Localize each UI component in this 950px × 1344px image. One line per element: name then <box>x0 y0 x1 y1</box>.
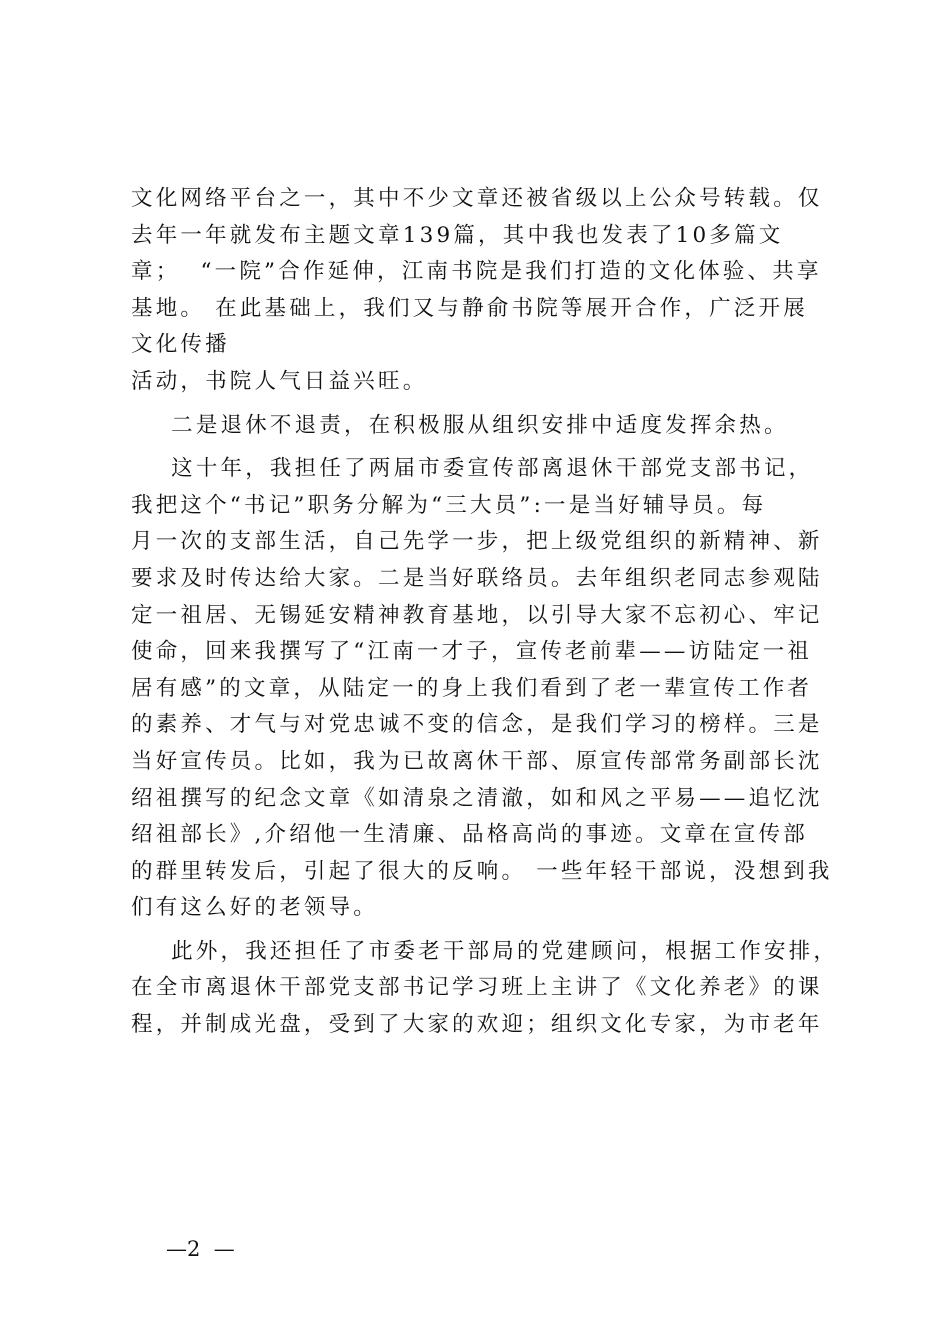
text-line: 的群里转发后，引起了很大的反响。 一些年轻干部说，没想到我 <box>131 858 833 884</box>
text-line: 此外，我还担任了市委老干部局的党建顾问，根据工作安排， <box>131 938 839 964</box>
text-line: 二是退休不退责，在积极服从组织安排中适度发挥余热。 <box>131 412 789 438</box>
text-line: 居有感”的文章，从陆定一的身上我们看到了老一辈宣传工作者 <box>131 675 813 701</box>
text-line: 程，并制成光盘，受到了大家的欢迎；组织文化专家，为市老年 <box>131 1012 823 1038</box>
paragraph-gap <box>131 927 831 934</box>
paragraph-gap <box>131 401 831 408</box>
text-line: 我把这个“书记”职务分解为“三大员”:一是当好辅导员。每 <box>131 492 767 518</box>
text-line: 定一祖居、无锡延安精神教育基地，以引导大家不忘初心、牢记 <box>131 602 823 628</box>
text-line: 要求及时传达给大家。二是当好联络员。去年组织老同志参观陆 <box>131 565 823 591</box>
text-line: 文化传播 <box>131 332 230 358</box>
body-text <box>131 181 839 1044</box>
text-line: 文化网络平台之一，其中不少文章还被省级以上公众号转载。仅 <box>131 186 823 211</box>
text-line: 章； “一院”合作延伸，江南书院是我们打造的文化体验、共享 <box>131 259 822 285</box>
text-line: 这十年，我担任了两届市委宣传部离退休干部党支部书记， <box>131 456 814 482</box>
paragraph-gap <box>131 444 831 451</box>
text-line: 月一次的支部生活，自己先学一步，把上级党组织的新精神、新 <box>131 529 823 555</box>
text-line: 活动，书院人气日益兴旺。 <box>131 368 428 394</box>
text-line: 在全市离退休干部党支部书记学习班上主讲了《文化养老》的课 <box>131 975 823 1001</box>
text-line: 当好宣传员。比如，我为已故离休干部、原宣传部常务副部长沈 <box>131 748 823 774</box>
text-line: 绍祖部长》,介绍他一生清廉、品格高尚的事迹。文章在宣传部 <box>131 822 808 848</box>
text-line: 使命，回来我撰写了“江南一才子，宣传老前辈——访陆定一祖 <box>131 639 813 665</box>
text-line: 的素养、才气与对党忠诚不变的信念，是我们学习的榜样。三是 <box>131 712 823 738</box>
text-line: 们有这么好的老领导。 <box>131 895 379 921</box>
page-number: —2 — <box>166 1237 235 1261</box>
text-line: 去年一年就发布主题文章139篇，其中我也发表了10多篇文 <box>131 222 784 248</box>
text-line: 绍祖撰写的纪念文章《如清泉之清澈，如和风之平易——追忆沈 <box>131 785 823 811</box>
text-line: 基地。 在此基础上，我们又与静俞书院等展开合作，广泛开展 <box>131 295 808 321</box>
